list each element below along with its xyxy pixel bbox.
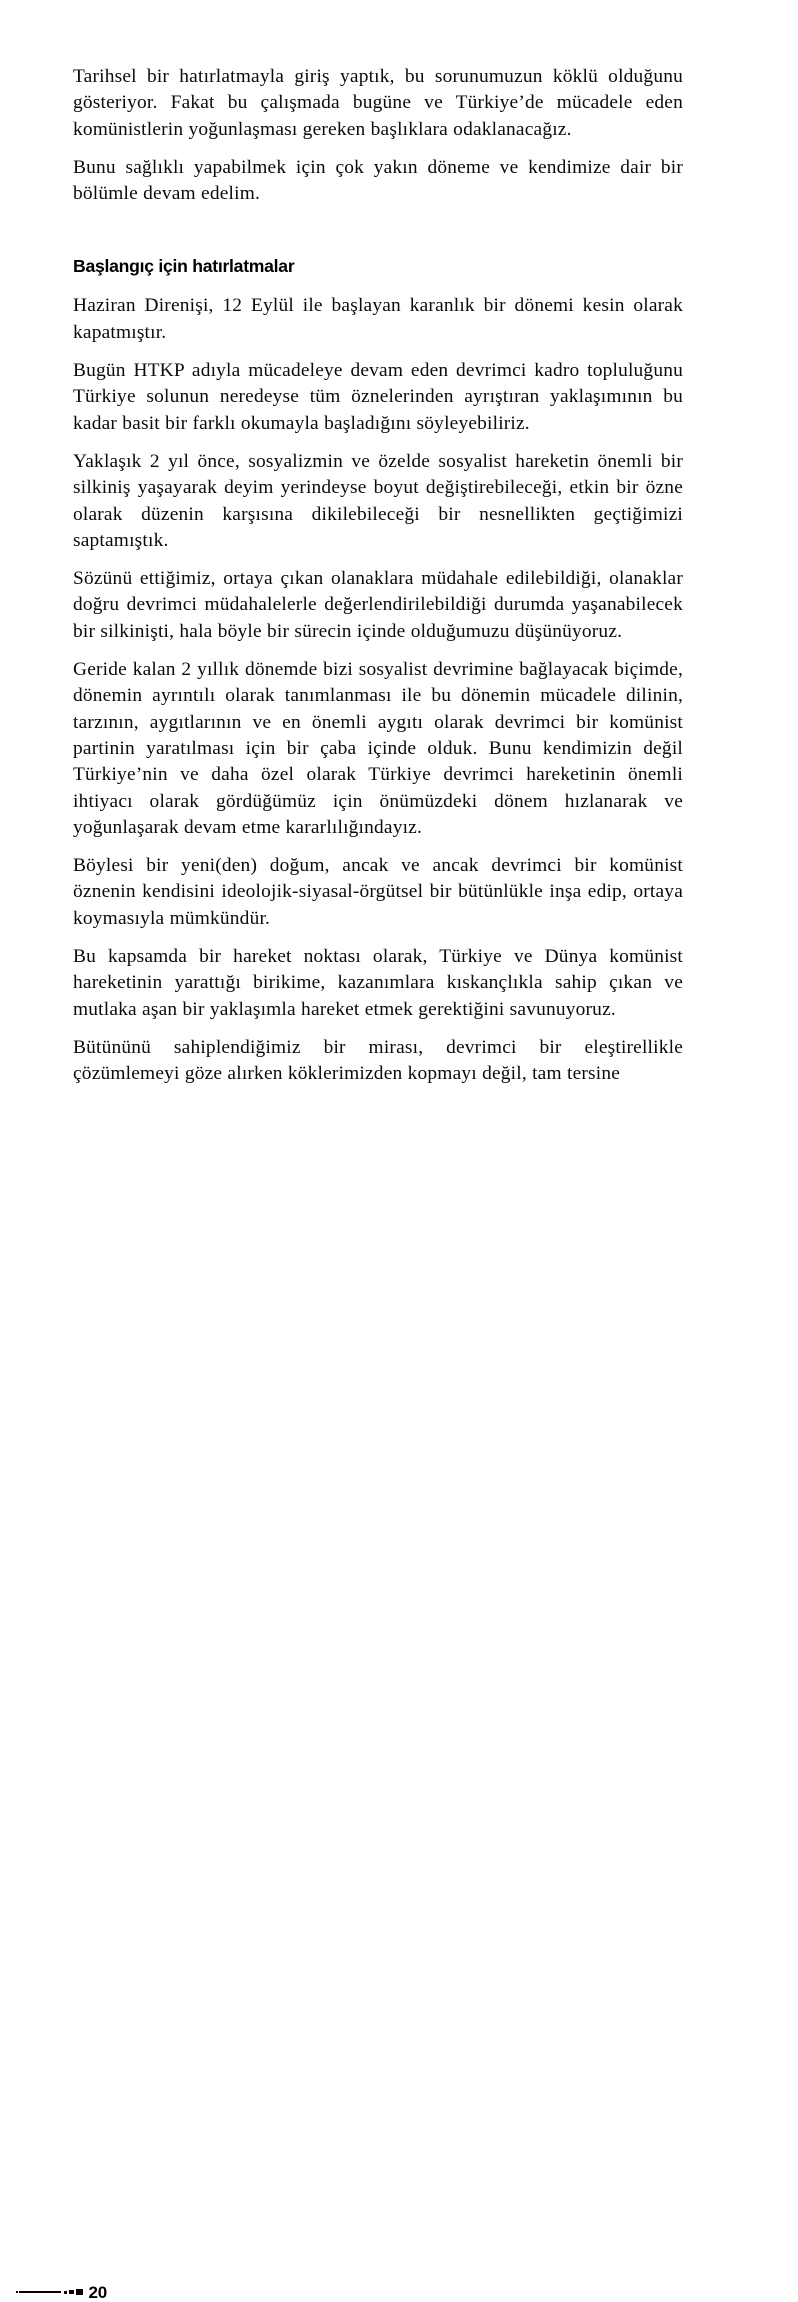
paragraph: Sözünü ettiğimiz, ortaya çıkan olanaklara müdahale edilebildiği, olanaklar doğru devrimci müdahalelerle değerlendirilebildiği durumda yaşanabilecek bir silkinişti, hala böyle bir sürecin içinde olduğumuzu düşünüyoruz. [73, 568, 683, 642]
paragraph: Geride kalan 2 yıllık dönemde bizi sosyalist devrimine bağlayacak biçimde, dönemin ayrıntılı olarak tanımlanması ile bu dönemin mücadele dilinin, tarzının, aygıtlarının ve en önemli aygıtı olarak devrimci bir komünist partinin yaratılması için bir çaba içinde olduk. Bunu kendimizin değil Türkiye’nin ve daha özel olarak Türkiye devrimci hareketinin önemli ihtiyacı olarak gördüğümüz için önümüzdeki dönem hızlanarak ve yoğunlaşarak devam etme kararlılığındayız. [73, 659, 683, 838]
section-heading-block [73, 219, 683, 293]
paragraph: Böylesi bir yeni(den) doğum, ancak ve ancak devrimci bir komünist öznenin kendisini ideolojik-siyasal-örgütsel bir bütünlükle inşa edip, ortaya koymasıyla mümkündür. [73, 855, 683, 929]
paragraph: Bugün HTKP adıyla mücadeleye devam eden devrimci kadro topluluğunu Türkiye solunun neredeyse tüm öznelerinden ayrıştıran yaklaşımının bu kadar basit bir farklı okumayla başladığını söyleyebiliriz. [73, 360, 683, 434]
paragraph: Haziran Direnişi, 12 Eylül ile başlayan karanlık bir dönemi kesin olarak kapatmıştır. [73, 295, 683, 343]
folio-square-medium-icon [69, 2290, 74, 2295]
folio-square-small-icon [64, 2291, 67, 2294]
folio-square-large-icon [76, 2289, 83, 2296]
section-heading: Başlangıç için hatırlatmalar [73, 256, 295, 277]
paragraph: Bu kapsamda bir hareket noktası olarak, Türkiye ve Dünya komünist hareketinin yarattığı birikime, kazanımlara kıskançlıkla sahip çıkan ve mutlaka aşan bir yaklaşımla hareket etmek gerektiğini savunuyoruz. [73, 946, 683, 1020]
page-footer [0, 1167, 798, 2302]
paragraph: Bunu sağlıklı yapabilmek için çok yakın döneme ve kendimize dair bir bölümle devam edelim. [73, 156, 683, 205]
folio [16, 2282, 108, 2302]
folio-dot-icon [16, 2291, 18, 2293]
folio-rule-icon [19, 2291, 61, 2293]
page-number: 20 [88, 2282, 108, 2302]
paragraph: Bütününü sahiplendiğimiz bir mirası, devrimci bir eleştirellikle çözümlemeyi göze alırken köklerimizden kopmayı değil, tam tersine [73, 1036, 683, 1085]
paragraph: Yaklaşık 2 yıl önce, sosyalizmin ve özelde sosyalist hareketin önemli bir silkiniş yaşayarak deyim yerindeyse boyut değiştirebileceği, etkin bir özne olarak düzenin karşısına dikilebileceği bir nesnellikten geçtiğimizi saptamıştık. [73, 450, 683, 551]
paragraph: Tarihsel bir hatırlatmayla giriş yaptık, bu sorunumuzun köklü olduğunu gösteriyor. Fakat bu çalışmada bugüne ve Türkiye’de mücadele eden komünistlerin yoğunlaşması gereken başlıklara odaklanacağız. [73, 66, 683, 140]
text-column [73, 64, 683, 1100]
